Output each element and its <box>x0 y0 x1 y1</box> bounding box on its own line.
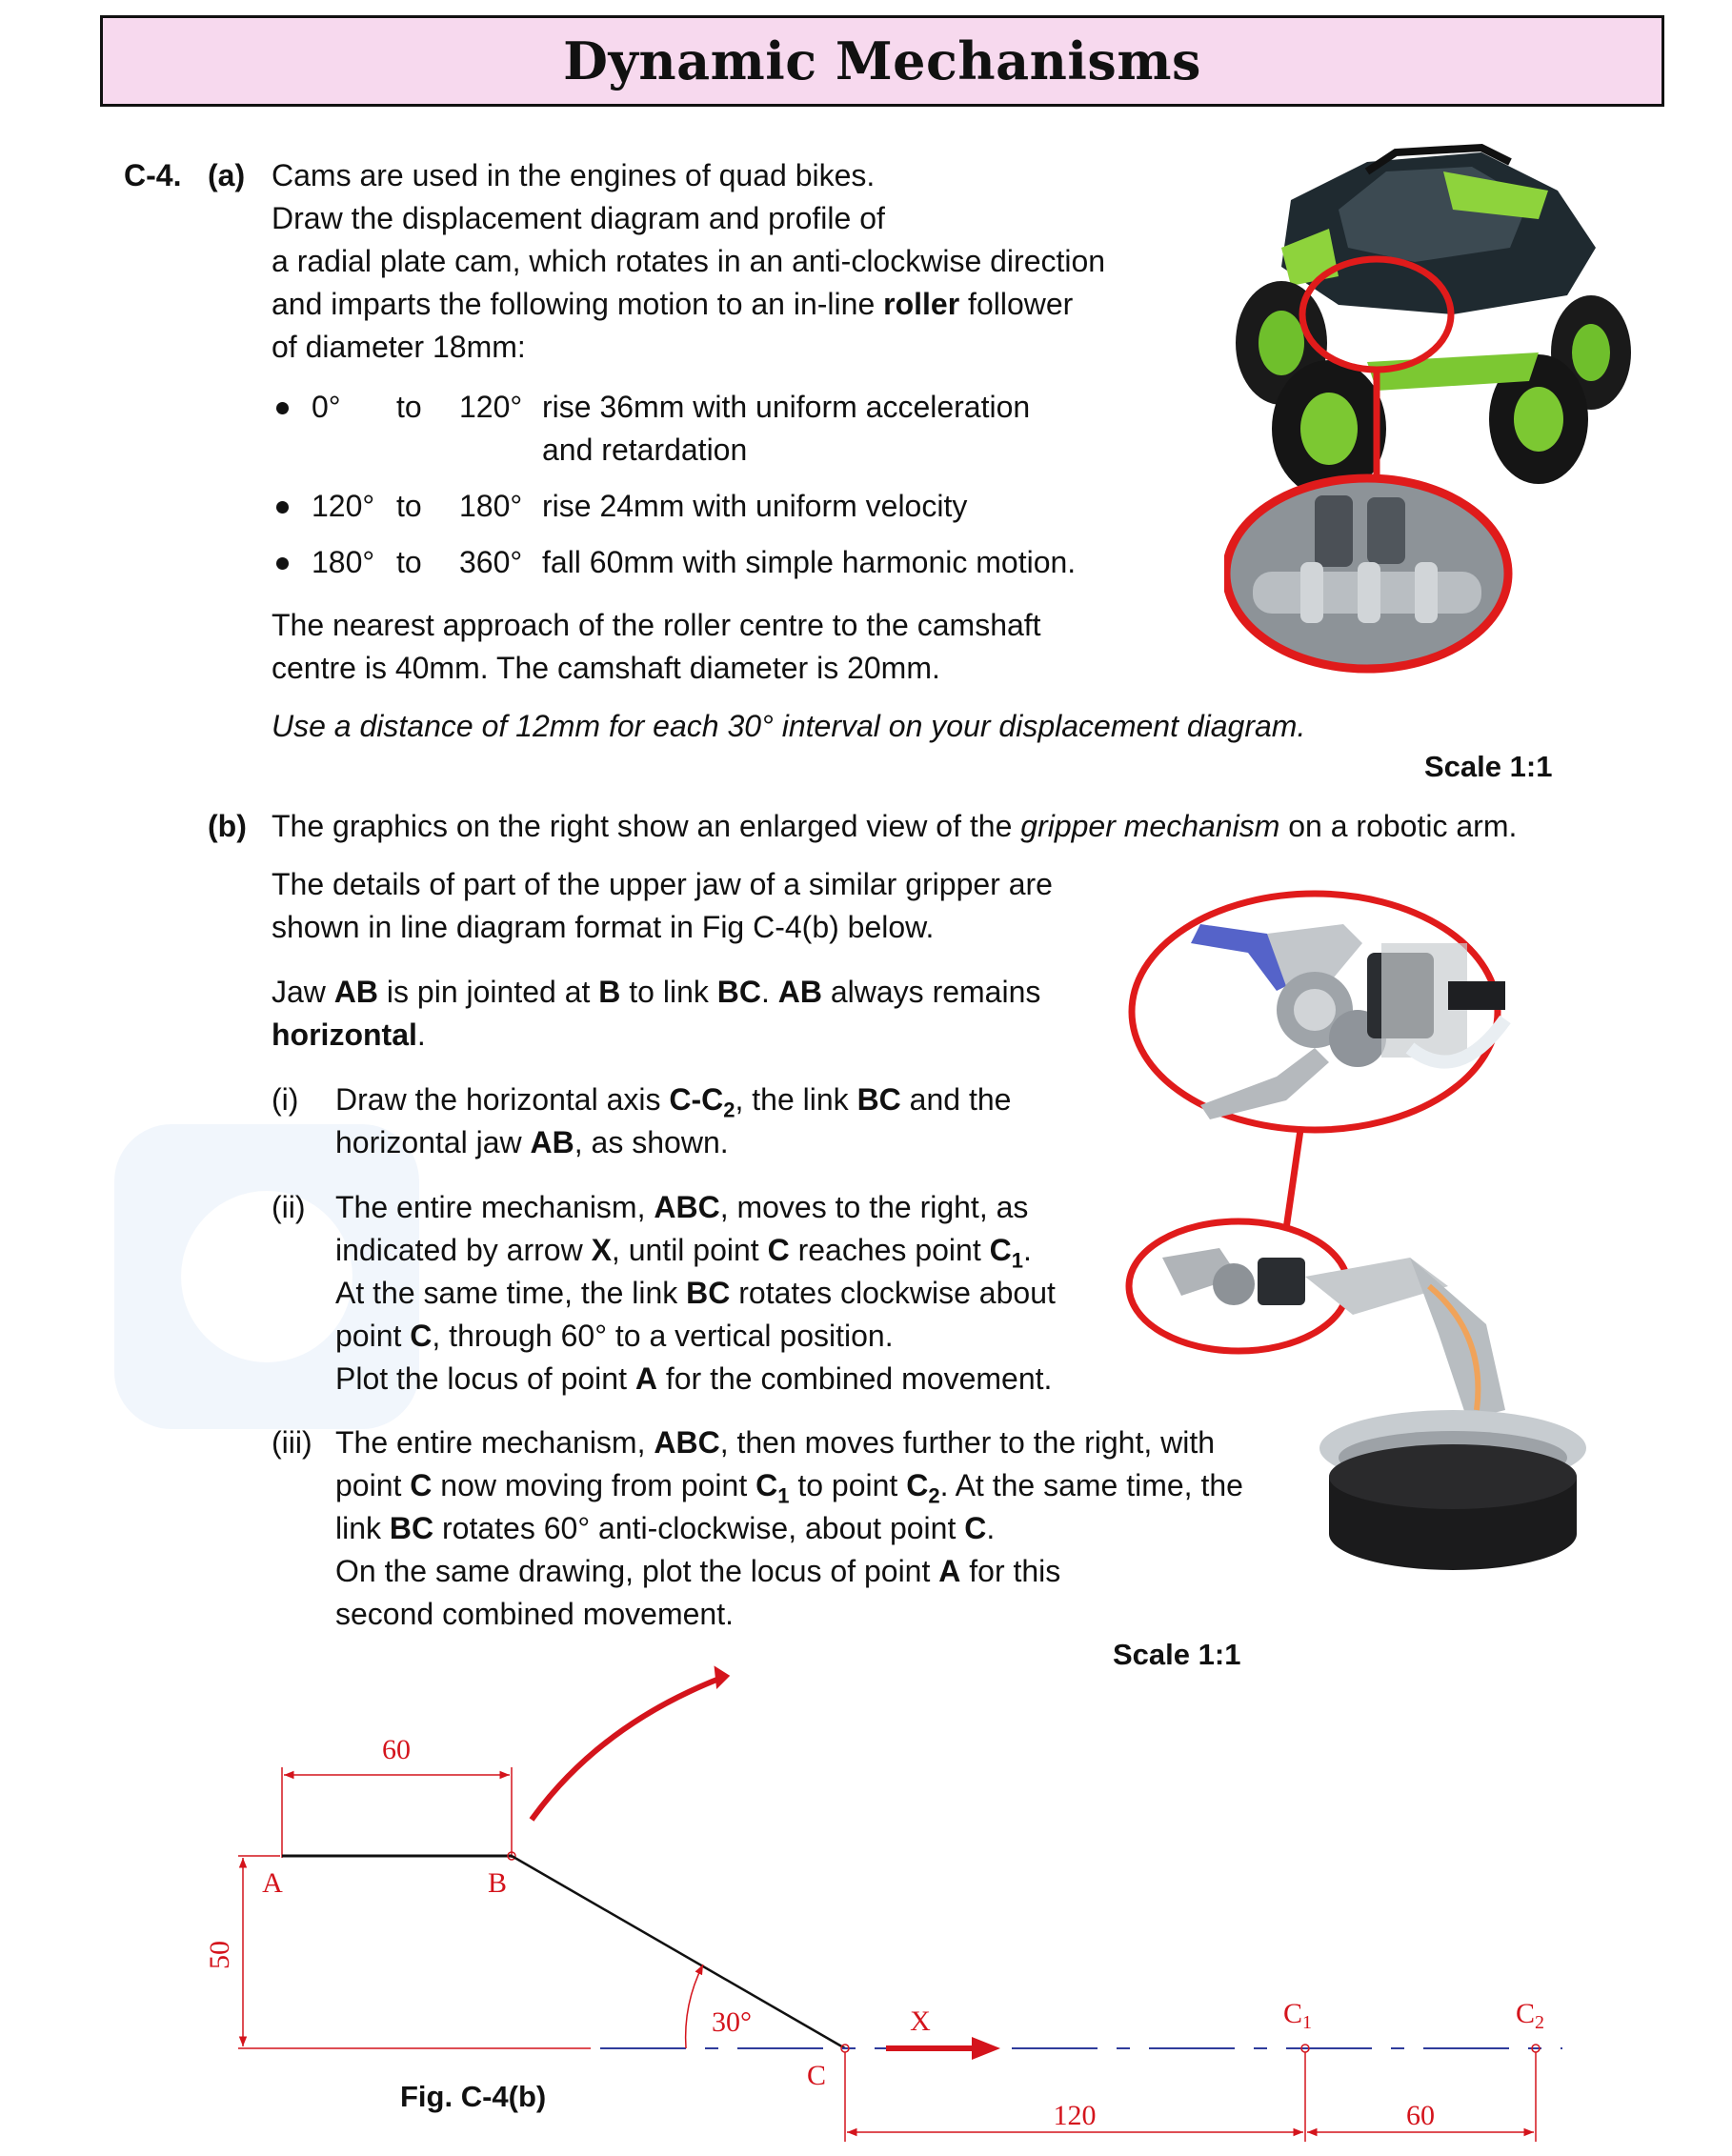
label-x: X <box>910 2005 931 2037</box>
bullet-2-end: 180° <box>459 489 523 523</box>
jaw-line-2: horizontal. <box>272 1018 426 1052</box>
sub-iii-line-3: link BC rotates 60° anti-clockwise, about point C. <box>335 1511 996 1545</box>
part-b-details-2: shown in line diagram format in Fig C-4(b) below. <box>272 910 935 944</box>
bullet-3-desc: fall 60mm with simple harmonic motion. <box>542 545 1077 579</box>
sub-iii-label: (iii) <box>272 1425 312 1460</box>
part-b-details-1: The details of part of the upper jaw of a similar gripper are <box>272 867 1053 901</box>
rotation-arrow <box>532 1677 724 1820</box>
sub-ii-line-2: indicated by arrow X, until point C reaches point $C_1$. <box>335 1233 1032 1273</box>
bullet-1-to: to <box>396 390 422 424</box>
bullet-3-to: to <box>396 545 422 579</box>
part-a-line-4: and imparts the following motion to an in-line roller follower <box>272 287 1074 321</box>
label-c2: $C_2$ <box>1515 1998 1545 2033</box>
figure-caption: Fig. C-4(b) <box>400 2080 547 2113</box>
arrow-x-head <box>972 2037 1000 2060</box>
quad-bike-photo <box>1224 133 1634 695</box>
dim-height-label: 50 <box>204 1941 235 1969</box>
nearest-approach-line-2: centre is 40mm. The camshaft diameter is 20mm. <box>272 651 940 685</box>
part-b-label: (b) <box>208 809 247 843</box>
jaw-line-1: Jaw AB is pin jointed at B to link BC. AB always remains <box>272 975 1041 1009</box>
bullet-2-desc: rise 24mm with uniform velocity <box>542 489 968 523</box>
bullet-3-end: 360° <box>459 545 523 579</box>
sub-i-line-1: Draw the horizontal axis $C-C_2$, the link BC and the <box>335 1082 1012 1122</box>
sub-ii-line-1: The entire mechanism, ABC, moves to the right, as <box>335 1190 1029 1224</box>
link-bc <box>512 1856 845 2048</box>
sub-ii-line-4: point C, through 60° to a vertical position. <box>335 1319 894 1353</box>
part-a-label: (a) <box>208 158 246 192</box>
bullet-2-to: to <box>396 489 422 523</box>
angle-arc <box>686 1965 703 2048</box>
sub-i-line-2: horizontal jaw AB, as shown. <box>335 1125 729 1159</box>
part-b-scale: Scale 1:1 <box>1113 1638 1241 1671</box>
dim-c-c1-label: 120 <box>1053 2100 1097 2131</box>
bullet-1-desc: rise 36mm with uniform acceleration <box>542 390 1031 424</box>
part-a-line-2: Draw the displacement diagram and profile of <box>272 201 885 235</box>
dim-c1-c2-label: 60 <box>1406 2100 1435 2131</box>
robotic-gripper-photo <box>1124 877 1658 1601</box>
sub-iii-line-1: The entire mechanism, ABC, then moves further to the right, with <box>335 1425 1216 1460</box>
label-c1: $C_1$ <box>1282 1998 1313 2033</box>
part-a-line-5: of diameter 18mm: <box>272 330 526 364</box>
sub-ii-line-3: At the same time, the link BC rotates clockwise about <box>335 1276 1056 1310</box>
bullet-1-desc-2: and retardation <box>542 433 748 467</box>
nearest-approach-line-1: The nearest approach of the roller centre to the camshaft <box>272 608 1041 642</box>
bullet-1-end: 120° <box>459 390 523 424</box>
question-number: C-4. <box>124 158 182 192</box>
dim-ab-label: 60 <box>382 1734 411 1765</box>
label-b: B <box>487 1867 508 1899</box>
label-c: C <box>806 2060 827 2091</box>
bullet-1 <box>276 402 289 414</box>
angle-label: 30° <box>712 2006 752 2038</box>
displacement-instruction: Use a distance of 12mm for each 30° interval on your displacement diagram. <box>272 709 1306 743</box>
page-title: Dynamic Mechanisms <box>563 30 1201 91</box>
sub-ii-line-5: Plot the locus of point A for the combined movement. <box>335 1361 1053 1396</box>
part-a-scale: Scale 1:1 <box>1424 750 1553 783</box>
bullet-3-from: 180° <box>312 545 375 579</box>
bullet-2 <box>276 501 289 514</box>
sub-iii-line-2: point C now moving from point $C_1$ to point $C_2$. At the same time, the <box>335 1468 1243 1508</box>
part-a-line-1: Cams are used in the engines of quad bikes. <box>272 158 876 192</box>
sub-i-label: (i) <box>272 1082 299 1117</box>
bullet-2-from: 120° <box>312 489 375 523</box>
sub-iii-line-5: second combined movement. <box>335 1597 734 1631</box>
bullet-1-from: 0° <box>312 390 341 424</box>
label-a: A <box>262 1867 283 1899</box>
sub-iii-line-4: On the same drawing, plot the locus of point A for this <box>335 1554 1061 1588</box>
bullet-3 <box>276 557 289 570</box>
figure-c4b <box>0 1658 1732 2153</box>
part-b-intro: The graphics on the right show an enlarged view of the gripper mechanism on a robotic arm. <box>272 809 1518 843</box>
sub-ii-label: (ii) <box>272 1190 306 1224</box>
part-a-line-3: a radial plate cam, which rotates in an anti-clockwise direction <box>272 244 1106 278</box>
